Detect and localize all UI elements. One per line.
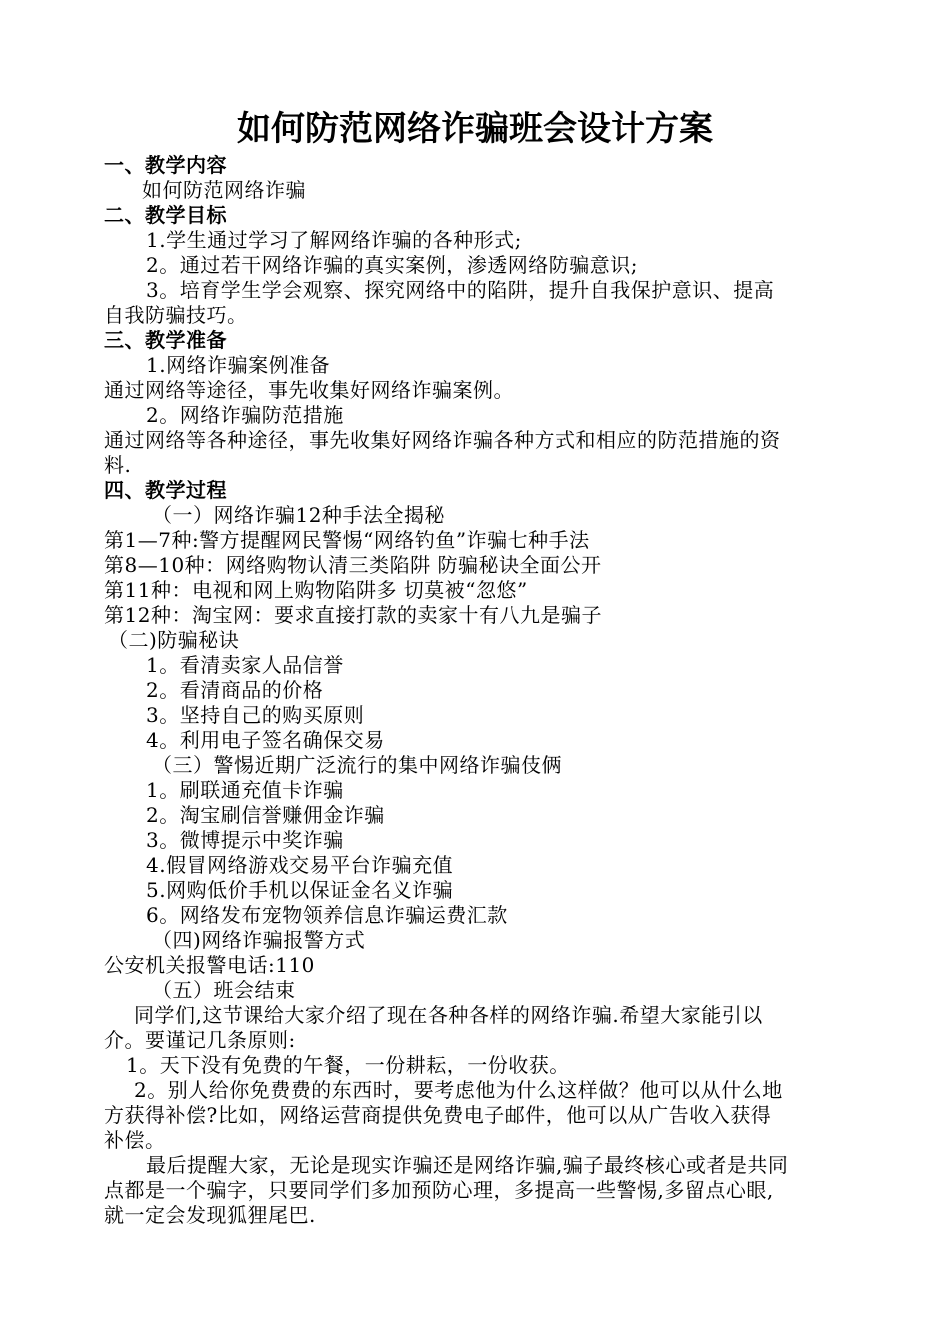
text-line: 3。微博提示中奖诈骗 <box>146 828 344 852</box>
text-line: 1.学生通过学习了解网络诈骗的各种形式; <box>146 228 522 252</box>
text-line: 4。利用电子签名确保交易 <box>146 728 385 752</box>
text-line: 2。通过若干网络诈骗的真实案例，渗透网络防骗意识; <box>146 253 638 277</box>
section-heading: 二、教学目标 <box>104 203 227 227</box>
section-heading: 三、教学准备 <box>104 328 227 352</box>
text-line: 3。培育学生学会观察、探究网络中的陷阱，提升自我保护意识、提高 <box>146 278 775 302</box>
text-line: 第1—7种:警方提醒网民警惕“网络钓鱼”诈骗七种手法 <box>104 528 590 552</box>
text-line: 料. <box>104 453 132 477</box>
text-line: 1.网络诈骗案例准备 <box>146 353 331 377</box>
text-line: 第12种：淘宝网：要求直接打款的卖家十有八九是骗子 <box>104 603 602 627</box>
text-line: 3。坚持自己的购买原则 <box>146 703 365 727</box>
text-line: 第8—10种：网络购物认清三类陷阱 防骗秘诀全面公开 <box>104 553 602 577</box>
text-line: 1。看清卖家人品信誉 <box>146 653 344 677</box>
section-heading: 四、教学过程 <box>104 478 227 502</box>
text-line: 4.假冒网络游戏交易平台诈骗充值 <box>146 853 454 877</box>
text-line: （三）警惕近期广泛流行的集中网络诈骗伎俩 <box>152 753 562 777</box>
text-line: 1。天下没有免费的午餐，一份耕耘，一份收获。 <box>126 1053 570 1077</box>
text-line: 第11种：电视和网上购物陷阱多 切莫被“忽悠” <box>104 578 528 602</box>
text-line: （一）网络诈骗12种手法全揭秘 <box>152 503 445 527</box>
text-line: 同学们,这节课给大家介绍了现在各种各样的网络诈骗.希望大家能引以 <box>134 1003 763 1027</box>
text-line: 2。淘宝刷信誉赚佣金诈骗 <box>146 803 385 827</box>
text-line: 如何防范网络诈骗 <box>142 178 306 202</box>
text-line: （四)网络诈骗报警方式 <box>152 928 366 952</box>
text-line: （五）班会结束 <box>152 978 296 1002</box>
document-body <box>104 153 849 1228</box>
text-line: 2。网络诈骗防范措施 <box>146 403 344 427</box>
text-line: （二)防骗秘诀 <box>108 628 240 652</box>
text-line: 6。网络发布宠物领养信息诈骗运费汇款 <box>146 903 508 927</box>
text-line: 就一定会发现狐狸尾巴. <box>104 1203 316 1227</box>
text-line: 2。看清商品的价格 <box>146 678 324 702</box>
text-line: 2。别人给你免费费的东西时，要考虑他为什么这样做？他可以从什么地 <box>134 1078 783 1102</box>
text-line: 点都是一个骗字，只要同学们多加预防心理，多提高一些警惕,多留点心眼, <box>104 1178 774 1202</box>
document-title: 如何防范网络诈骗班会设计方案 <box>237 109 713 149</box>
section-heading: 一、教学内容 <box>104 153 227 177</box>
text-line: 1。刷联通充值卡诈骗 <box>146 778 344 802</box>
text-line: 通过网络等各种途径，事先收集好网络诈骗各种方式和相应的防范措施的资 <box>104 428 781 452</box>
text-line: 补偿。 <box>104 1128 166 1152</box>
text-line: 公安机关报警电话:110 <box>104 953 315 977</box>
text-line: 自我防骗技巧。 <box>104 303 248 327</box>
text-line: 通过网络等途径，事先收集好网络诈骗案例。 <box>104 378 514 402</box>
text-line: 方获得补偿?比如，网络运营商提供免费电子邮件，他可以从广告收入获得 <box>104 1103 772 1127</box>
text-line: 最后提醒大家，无论是现实诈骗还是网络诈骗,骗子最终核心或者是共同 <box>146 1153 789 1177</box>
text-line: 介。要谨记几条原则: <box>104 1028 296 1052</box>
text-line: 5.网购低价手机以保证金名义诈骗 <box>146 878 454 902</box>
